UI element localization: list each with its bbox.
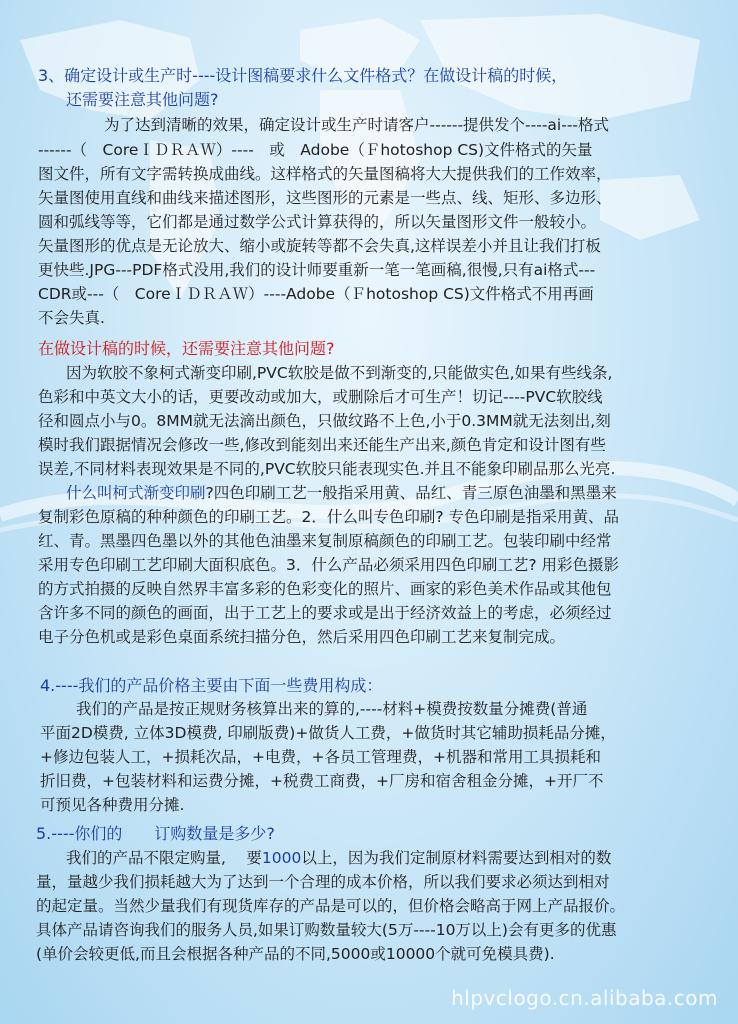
- s3-line-3: 图文件，所有文字需转换成曲线。这样格式的矢量图稿将大大提供我们的工作效率，: [38, 165, 612, 183]
- s3-line-4: 矢量图使用直线和曲线来描述图形，这些图形的元素是一些点、线、矩形、多边形、: [38, 189, 612, 207]
- s4-line-2: 平面2D模费, 立体3D模费, 印刷版费)+做货人工费，+做货时其它辅助损耗品分摊，: [40, 724, 616, 742]
- section-4-heading: 4.----我们的产品价格主要由下面一些费用构成：: [40, 676, 383, 695]
- s3-line-1: 为了达到清晰的效果，确定设计或生产时请客户------提供发个----ai---格式: [104, 116, 610, 134]
- s5-line-3: 的起定量。当然少量我们有现货库存的产品是可以的，但价格会略高于网上产品报价。: [36, 897, 626, 915]
- print-line-4: 采用专色印刷工艺印刷大面积底色。3．什么产品必须采用四色印刷工艺? 用彩色摄影: [38, 556, 620, 574]
- s5-line-1: [66, 846, 611, 871]
- print-line-6: 含许多不同的颜色的画面，出于工艺上的要求或是出于经济效益上的考虑，必须经过: [38, 604, 612, 622]
- print-term-label: 什么叫柯式渐变印刷: [66, 484, 206, 502]
- s4-line-4: 折旧费，+包装材料和运费分摊，+税费工商费，+厂房和宿舍租金分摊，+开厂不: [40, 772, 604, 790]
- site-watermark: hlpvclogo.cn.alibaba.com: [451, 986, 718, 1010]
- design-line-1: 因为软胶不象柯式渐变印刷,PVC软胶是做不到渐变的,只能做实色,如果有些线条,: [66, 364, 613, 382]
- print-line-3: 红、青。黑墨四色墨以外的其他色油墨来复制原稿颜色的印刷工艺。包装印刷中经常: [38, 532, 612, 550]
- print-line-1: [66, 481, 617, 506]
- s3-line-2: ------（ CoreＩＤＲＡＷ）---- 或 Adobe（Ｆhotoshop CS)文件格式的矢量: [38, 141, 593, 159]
- print-line-7: 电子分色机或是彩色桌面系统扫描分色，然后采用四色印刷工艺来复制完成。: [38, 628, 566, 646]
- s3-line-9: 不会失真.: [38, 309, 105, 327]
- s5-line-4: 具体产品请咨询我们的服务人员,如果订购数量较大(5万----10万以上)会有更多的优惠: [36, 921, 617, 939]
- print-line-5: 的方式拍摄的反映自然界丰富多彩的色彩变化的照片、画家的彩色美术作品或其他包: [38, 580, 612, 598]
- section-3-heading-cont: 还需要注意其他问题?: [66, 90, 219, 109]
- design-line-4: 模时我们跟据情况会修改一些,修改到能刻出来还能生产出来,颜色肯定和设计图有些: [38, 436, 606, 454]
- design-line-2: 色彩和中英文大小的话，更要改动或加大，或删除后才可生产！切记----PVC软胶线: [38, 388, 603, 406]
- print-line-2: 复制彩色原稿的种种颜色的印刷工艺。2．什么叫专色印刷? 专色印刷是指采用黄、品: [38, 508, 620, 526]
- design-heading: 在做设计稿的时候，还需要注意其他问题?: [38, 339, 335, 358]
- minimum-quantity: 1000: [261, 849, 302, 867]
- s5-line-1-pre: 我们的产品不限定购量, 要: [66, 849, 262, 867]
- design-line-3: 径和圆点小与0。8MM就无法滴出颜色，只做纹路不上色,小于0.3MM就无法刻出,刻: [38, 412, 611, 430]
- s5-line-2: 量，量越少我们损耗越大为了达到一个合理的成本价格，所以我们要求必须达到相对: [36, 873, 610, 891]
- s5-line-5: (单价会较更低,而且会根据各种产品的不同,5000或10000个就可免模具费).: [36, 945, 555, 963]
- s3-line-6: 矢量图形的优点是无论放大、缩小或旋转等都不会失真,这样误差小并且让我们打板: [38, 237, 601, 255]
- s3-line-7: 更快些.JPG---PDF格式没用,我们的设计师要重新一笔一笔画稿,很慢,只有ai格式---: [38, 261, 596, 279]
- section-3-heading: 3、确定设计或生产时----设计图稿要求什么文件格式？在做设计稿的时候，: [38, 66, 568, 85]
- s5-line-1-post: 以上，因为我们定制原材料需要达到相对的数: [301, 849, 612, 867]
- section-5-heading: 5.----你们的 订购数量是多少?: [36, 824, 275, 843]
- s4-line-5: 可预见各种费用分摊.: [40, 796, 185, 814]
- design-line-5: 误差,不同材料表现效果是不同的,PVC软胶只能表现实色.并且不能象印刷品那么光亮.: [38, 460, 616, 478]
- s3-line-8: CDR或---（ CoreＩＤＲＡＷ）----Adobe（Ｆhotoshop CS)文件格式不用再画: [38, 285, 594, 303]
- s4-line-1: 我们的产品是按正规财务核算出来的算的,----材料+模费按数量分摊费(普通: [76, 700, 588, 718]
- print-line-1-rest: ?四色印刷工艺一般指采用黄、品红、青三原色油墨和黑墨来: [205, 484, 617, 502]
- s4-line-3: +修边包装人工，+损耗次品，+电费，+各员工管理费，+机器和常用工具损耗和: [40, 748, 601, 766]
- s3-line-5: 圆和弧线等等，它们都是通过数学公式计算获得的，所以矢量图形文件一般较小。: [38, 213, 597, 231]
